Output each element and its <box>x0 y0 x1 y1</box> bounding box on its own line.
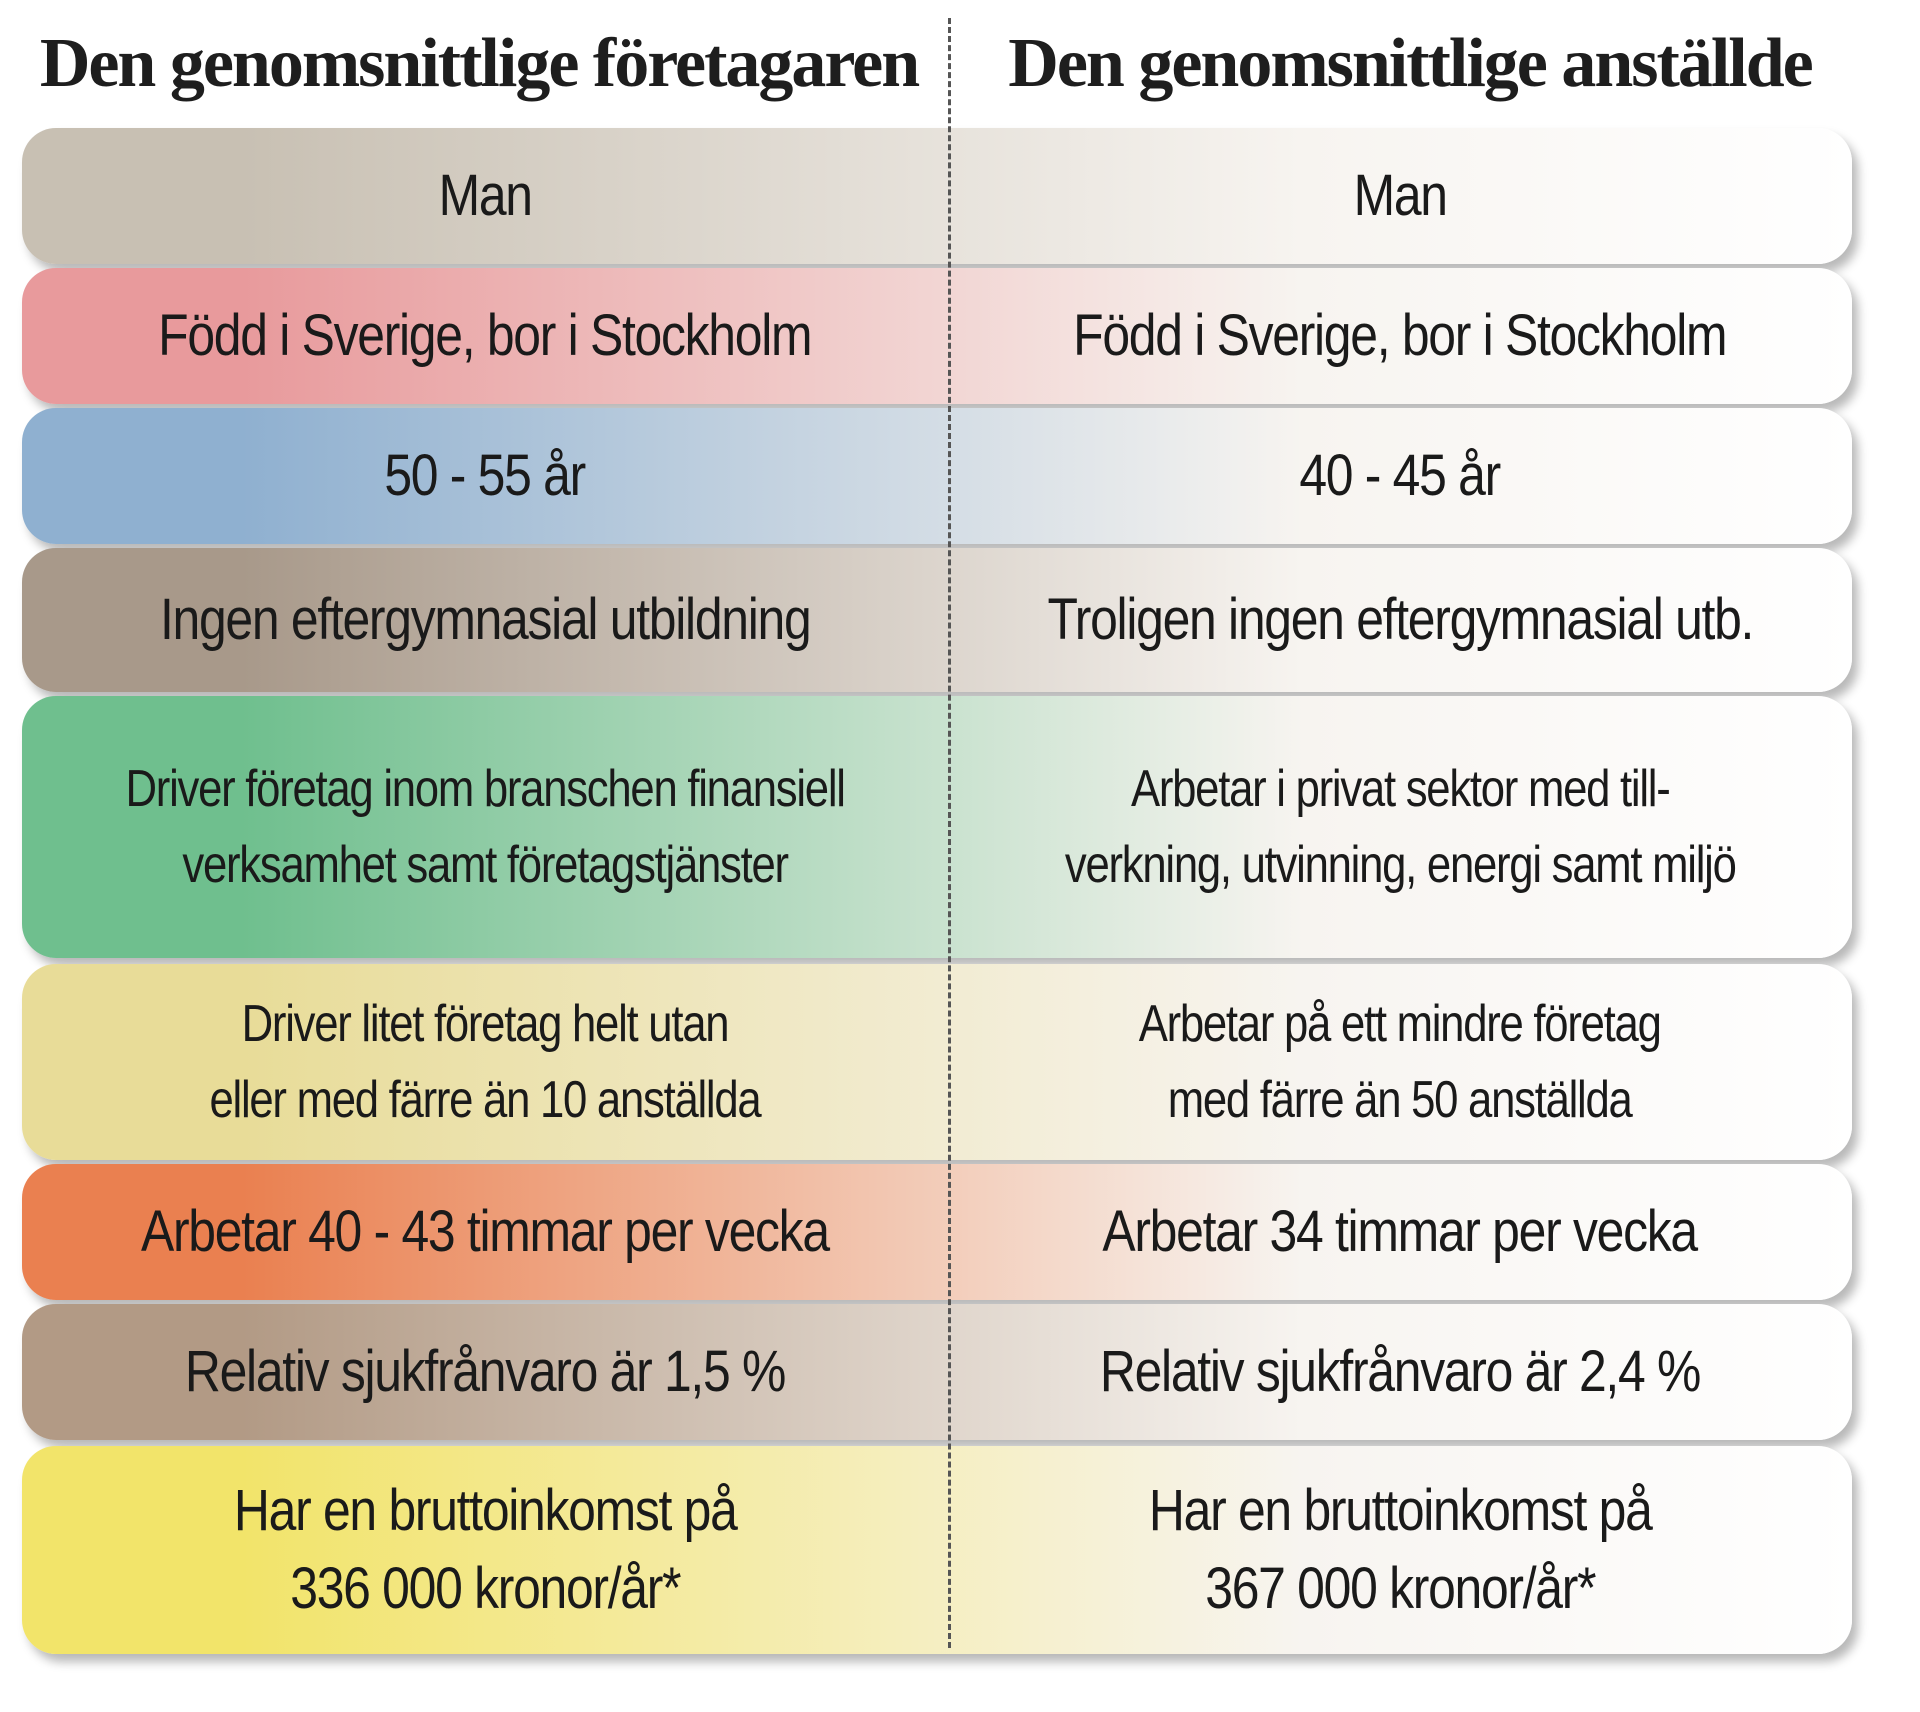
row-sick-leave <box>22 1304 1852 1440</box>
row-sick-leave-entrepreneur: Relativ sjukfrånvaro är 1,5 % <box>184 1339 786 1404</box>
row-company-size-entrepreneur: Driver litet företag helt utan eller med färre än 10 anställda <box>209 995 761 1129</box>
row-hours <box>22 1164 1852 1300</box>
column-divider <box>948 18 951 1648</box>
row-age <box>22 408 1852 544</box>
row-company-size <box>22 964 1852 1160</box>
row-education-entrepreneur: Ingen eftergymnasial utbildning <box>159 587 811 652</box>
row-hours-employee: Arbetar 34 timmar per vecka <box>1102 1199 1698 1264</box>
row-gender-employee: Man <box>1353 163 1447 228</box>
row-sector-employee: Arbetar i privat sektor med till- verkning, utvinning, energi samt miljö <box>1064 760 1736 894</box>
column-headers <box>0 0 1920 130</box>
row-origin-entrepreneur: Född i Sverige, bor i Stockholm <box>158 303 812 368</box>
row-sector <box>22 696 1852 958</box>
row-age-employee: 40 - 45 år <box>1299 443 1501 508</box>
row-gender <box>22 128 1852 264</box>
row-income <box>22 1446 1852 1654</box>
row-sick-leave-employee: Relativ sjukfrånvaro är 2,4 % <box>1099 1339 1701 1404</box>
row-age-entrepreneur: 50 - 55 år <box>384 443 586 508</box>
row-gender-entrepreneur: Man <box>438 163 532 228</box>
row-hours-entrepreneur: Arbetar 40 - 43 timmar per vecka <box>141 1199 829 1264</box>
row-education <box>22 548 1852 692</box>
row-education-employee: Troligen ingen eftergymnasial utb. <box>1047 587 1753 652</box>
row-company-size-employee: Arbetar på ett mindre företag med färre än 50 anställda <box>1139 995 1661 1129</box>
header-entrepreneur: Den genomsnittlige företagaren <box>39 25 919 102</box>
row-income-employee: Har en bruttoinkomst på 367 000 kronor/år* <box>1148 1478 1652 1621</box>
header-employee: Den genomsnittlige anställde <box>1008 25 1812 102</box>
row-income-entrepreneur: Har en bruttoinkomst på 336 000 kronor/år* <box>233 1478 737 1621</box>
row-origin-employee: Född i Sverige, bor i Stockholm <box>1073 303 1727 368</box>
row-sector-entrepreneur: Driver företag inom branschen finansiell verksamhet samt företagstjänster <box>125 760 845 894</box>
row-origin <box>22 268 1852 404</box>
